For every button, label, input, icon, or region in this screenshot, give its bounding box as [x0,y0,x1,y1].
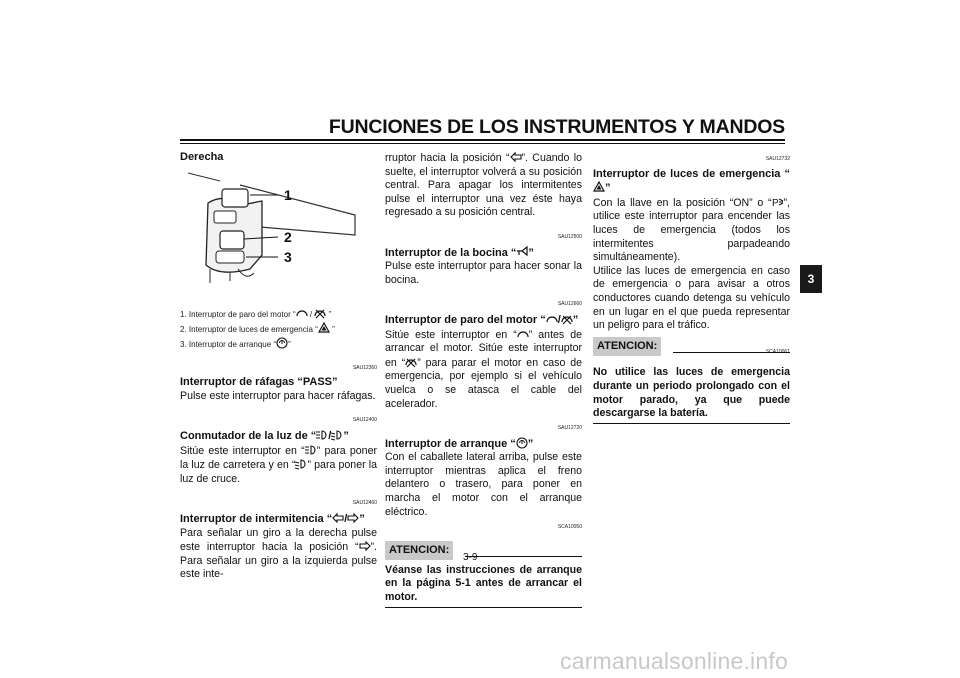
pass-body: Pulse este interruptor para hacer ráfagas. [180,389,376,402]
code-sau12500: SAU12500 [557,233,582,240]
high-beam-icon [316,429,328,441]
title-rule [180,139,785,141]
code-sau12400: SAU12400 [352,417,377,424]
engine-run-icon [517,328,529,340]
figure-captions [180,307,377,352]
warning-line [465,556,582,557]
code-sau12460: SAU12460 [352,500,377,507]
horn-body: Pulse este interruptor para hacer sonar la bocina. [385,260,582,286]
title-rule-thin [180,143,785,144]
callout-1: 1 [284,186,292,203]
callout-2: 2 [284,228,292,245]
engine-stop-title: Interruptor de paro del motor “ / ” [385,313,579,326]
start-body: Con el caballete lateral arriba, pulse este interruptor mientras aplica el freno delantero o trasero, para poner en marcha el motor con el arranque eléctrico. [385,451,582,518]
parking-icon [772,196,784,208]
code-sau12660: SAU12660 [557,301,582,308]
horn-title: Interruptor de la bocina “ ” [385,246,534,259]
caption-3: 3. Interruptor de arranque “ ” [180,337,377,352]
turn-right-icon [359,540,371,552]
hazard-body: Con la llave en la posición “ON” o “ ”, utilice este interruptor para encender las luces de emergencia (todos los intermitentes parpadeando simultáneamente). [593,196,790,264]
warning-header [593,337,790,357]
turn-body-continued: rruptor hacia la posición “ ”. Cuando lo suelte, el interruptor volverá a su posición central. Para apagar los intermitentes pulse el interruptor una vez éste haya regresado a su posición central. [385,152,582,219]
warning-header [385,541,582,561]
code-sau12360: SAU12360 [352,364,377,371]
hazard-icon [318,322,330,334]
engine-stop-body: Sitúe este interruptor en “ ” antes de arrancar el motor. Sitúe este interruptor en “ ” para parar el motor en caso de emergencia, por ejemplo si el vehículo vuelca o se atasca el cable del acelerador. [385,328,582,410]
high-beam-icon [305,444,317,456]
engine-run-icon [296,307,308,319]
warning-end-rule [593,423,790,424]
caption-1: 1. Interruptor de paro del motor “ / ” [180,307,377,322]
turn-right-icon [347,512,359,524]
right-handlebar-switch-illustration [180,165,377,289]
column-1 [180,151,377,582]
code-sau12720: SAU12720 [557,425,582,432]
low-beam-icon [331,429,343,441]
code-sca10050: SCA10050 [557,524,582,531]
page-title: FUNCIONES DE LOS INSTRUMENTOS Y MANDOS [328,116,785,138]
hazard-body-2: Utilice las luces de emergencia en caso de emergencia o para avisar a otros conductores cuando detenga su vehículo en un lugar en el que pueda representar un peligro para el tráfico. [593,264,790,332]
warning-end-rule [385,607,582,608]
turn-left-icon [510,151,522,163]
subsection-heading: Derecha [180,151,224,163]
column-3 [593,151,790,424]
warning-badge: ATENCION: [385,541,453,561]
callout-3: 3 [284,248,292,265]
code-sau12732: SAU12732 [765,156,790,162]
engine-stop-icon [314,307,326,319]
pass-title: Interruptor de ráfagas “PASS” [180,376,338,389]
start-title: Interruptor de arranque “ ” [385,437,534,450]
handlebar-figure [180,165,377,289]
engine-stop-icon [561,313,573,325]
start-icon [276,337,288,349]
column-2 [385,151,582,608]
start-icon [516,437,528,449]
hazard-title: Interruptor de luces de emergencia “” [593,167,790,195]
caption-2: 2. Interruptor de luces de emergencia “ ” [180,322,377,337]
dimmer-title: Conmutador de la luz de “ / ” [180,429,349,442]
turn-left-icon [332,512,344,524]
watermark: carmanualsonline.info [560,648,788,674]
low-beam-icon [295,458,307,470]
chapter-tab: 3 [800,265,822,293]
warning-text: Véanse las instrucciones de arranque en la página 5-1 antes de arrancar el motor. [385,563,582,604]
turn-title: Interruptor de intermitencia “ / ” [180,512,365,525]
turn-body: Para señalar un giro a la derecha pulse este interruptor hacia la posición “ ”. Para señalar un giro a la izquierda pulse este inte- [180,526,377,581]
dimmer-body: Sitúe este interruptor en “ ” para poner la luz de carretera y en “ ” para poner la luz de cruce. [180,444,378,485]
horn-icon [516,246,528,258]
engine-stop-icon [405,356,417,368]
warning-badge: ATENCION: [593,337,661,357]
page-number: 3-9 [463,552,478,563]
warning-line [673,352,790,353]
engine-run-icon [546,313,558,325]
warning-text: No utilice las luces de emergencia durante un periodo prolongado con el motor parado, ya que puede descargarse la batería. [593,366,790,420]
hazard-icon [593,181,605,193]
